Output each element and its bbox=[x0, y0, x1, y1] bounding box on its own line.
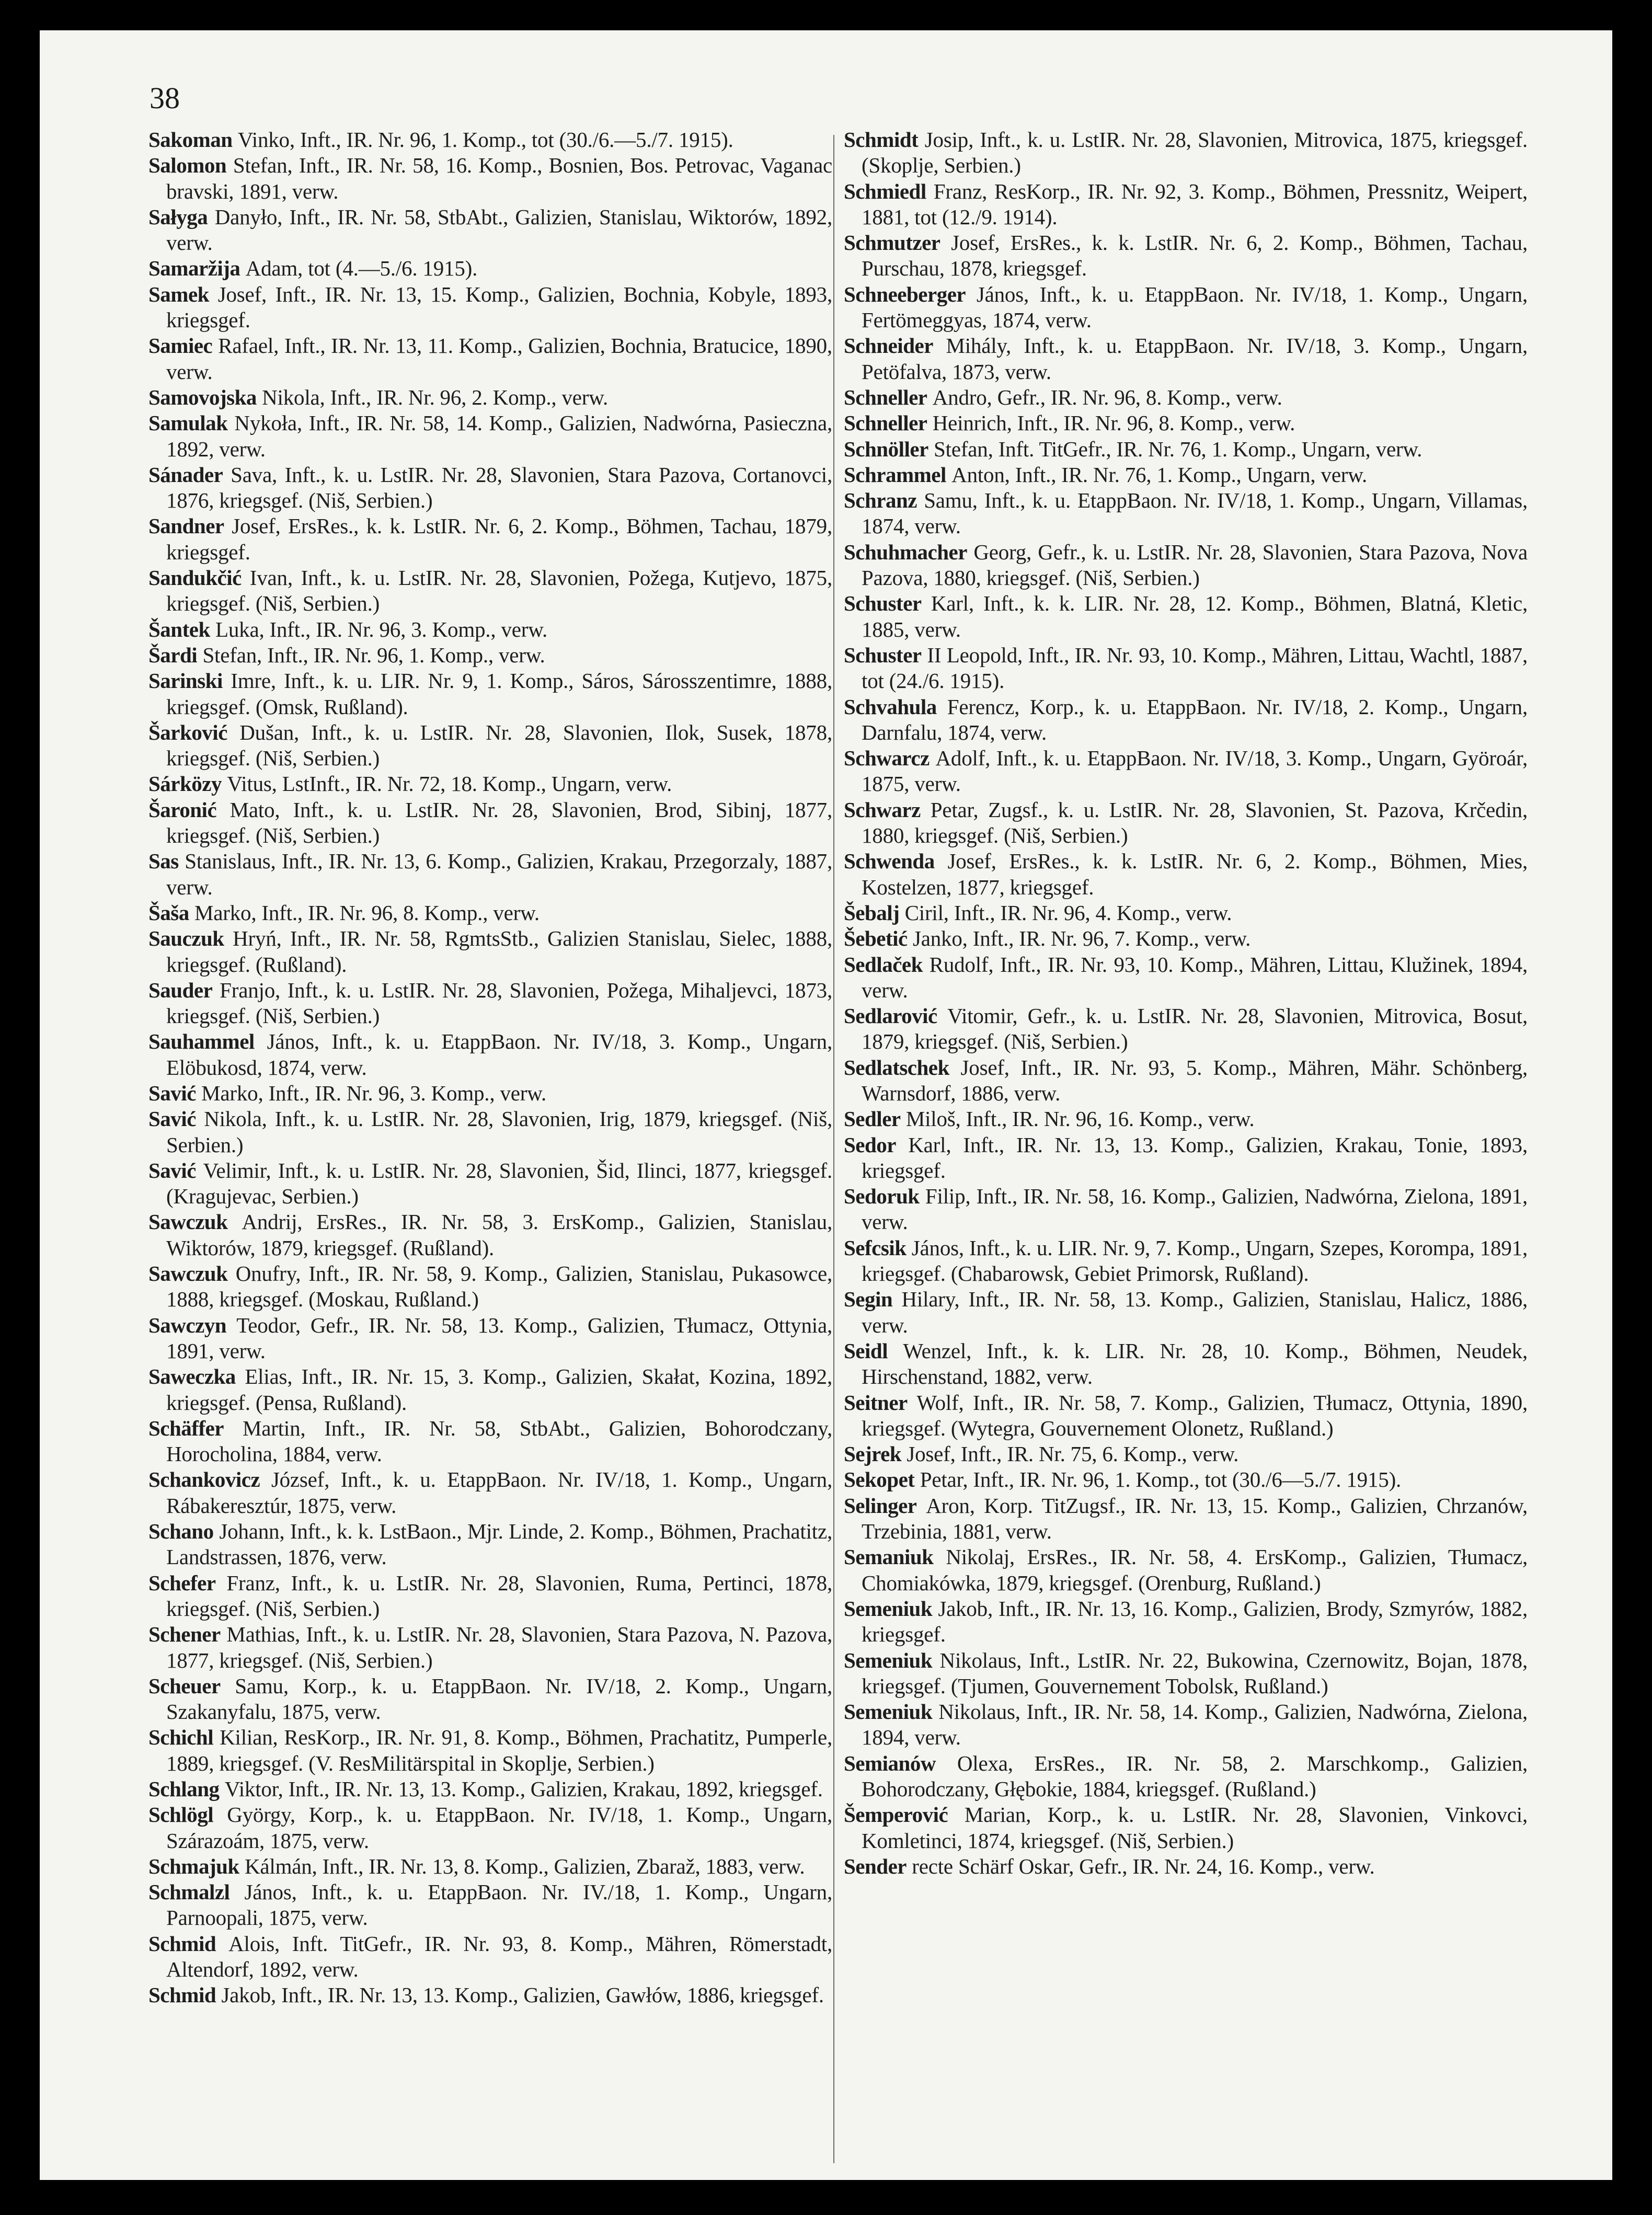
entry-details: Teodor, Gefr., IR. Nr. 58, 13. Komp., Galizien, Tłumacz, Ottynia, 1891, verw. bbox=[166, 1313, 833, 1363]
entry-surname: Schnöller bbox=[844, 437, 928, 461]
entry-surname: Sauhammel bbox=[148, 1029, 255, 1054]
entry-details: Rudolf, Inft., IR. Nr. 93, 10. Komp., Mähren, Littau, Klužinek, 1894, verw. bbox=[862, 952, 1528, 1002]
entry-surname: Semeniuk bbox=[844, 1700, 933, 1724]
entry-surname: Samek bbox=[148, 282, 209, 306]
entry-details: Samu, Inft., k. u. EtappBaon. Nr. IV/18, 1. Komp., Ungarn, Villamas, 1874, verw. bbox=[862, 488, 1528, 538]
entry-details: Jakob, Inft., IR. Nr. 13, 16. Komp., Galizien, Brody, Szmyrów, 1882, kriegsgef. bbox=[862, 1596, 1528, 1647]
list-item bbox=[148, 668, 832, 720]
entry-surname: Schuhmacher bbox=[844, 540, 967, 564]
list-item bbox=[148, 1158, 832, 1210]
entry-details: Imre, Inft., k. u. LIR. Nr. 9, 1. Komp., Sáros, Sárosszentimre, 1888, kriegsgef. (Omsk, Rußland). bbox=[166, 669, 833, 719]
entry-details: Heinrich, Inft., IR. Nr. 96, 8. Komp., verw. bbox=[932, 411, 1295, 435]
list-item bbox=[844, 1493, 1528, 1545]
list-item bbox=[844, 1596, 1528, 1648]
entry-surname: Savić bbox=[148, 1081, 196, 1105]
entry-surname: Sałyga bbox=[148, 204, 208, 229]
entry-details: Andro, Gefr., IR. Nr. 96, 8. Komp., verw. bbox=[932, 385, 1282, 409]
entry-details: recte Schärf Oskar, Gefr., IR. Nr. 24, 16. Komp., verw. bbox=[912, 1854, 1375, 1878]
entry-surname: Šebalj bbox=[844, 900, 900, 925]
list-item bbox=[148, 1854, 832, 1879]
list-item bbox=[148, 900, 832, 926]
list-item bbox=[148, 1570, 832, 1622]
entry-details: Olexa, ErsRes., IR. Nr. 58, 2. Marschkomp., Galizien, Bohorodczany, Głębokie, 1884, kriegsgef. (Rußland.) bbox=[862, 1751, 1528, 1801]
entry-surname: Selinger bbox=[844, 1493, 917, 1518]
entry-surname: Samiec bbox=[148, 334, 213, 358]
entry-surname: Sánader bbox=[148, 462, 223, 487]
entry-details: Sava, Inft., k. u. LstIR. Nr. 28, Slavonien, Stara Pazova, Cortanovci, 1876, kriegsgef. (Niš, Serbien.) bbox=[166, 462, 832, 513]
entry-surname: Schwarcz bbox=[844, 746, 930, 771]
list-item bbox=[844, 1802, 1528, 1854]
entry-details: Josef, Inft., IR. Nr. 75, 6. Komp., verw. bbox=[907, 1442, 1239, 1466]
entry-surname: Sedoruk bbox=[844, 1184, 920, 1209]
entry-details: Petar, Inft., IR. Nr. 96, 1. Komp., tot (30./6—5./7. 1915). bbox=[920, 1467, 1402, 1492]
entry-surname: Šemperović bbox=[844, 1803, 948, 1827]
entry-details: Onufry, Inft., IR. Nr. 58, 9. Komp., Galizien, Stanislau, Pukasowce, 1888, kriegsgef. (Moskau, Rußland.) bbox=[166, 1261, 833, 1312]
entry-surname: Salomon bbox=[148, 153, 227, 178]
entry-surname: Šarković bbox=[148, 720, 227, 744]
entry-details: Nikola, Inft., IR. Nr. 96, 2. Komp., verw. bbox=[262, 385, 609, 409]
entry-surname: Sauczuk bbox=[148, 926, 224, 951]
entry-details: Hilary, Inft., IR. Nr. 58, 13. Komp., Galizien, Stanislau, Halicz, 1886, verw. bbox=[862, 1287, 1528, 1337]
entry-details: Franjo, Inft., k. u. LstIR. Nr. 28, Slavonien, Požega, Mihaljevci, 1873, kriegsgef. (Niš, Serbien.) bbox=[166, 978, 832, 1028]
entry-surname: Saweczka bbox=[148, 1364, 236, 1389]
entry-surname: Šardi bbox=[148, 642, 198, 667]
entry-surname: Sandukčić bbox=[148, 566, 242, 590]
list-item bbox=[844, 1106, 1528, 1132]
entry-details: Elias, Inft., IR. Nr. 15, 3. Komp., Galizien, Skałat, Kozina, 1892, kriegsgef. (Pensa, Rußland). bbox=[166, 1364, 833, 1415]
entry-surname: Seidl bbox=[844, 1338, 888, 1363]
entry-details: Josef, Inft., IR. Nr. 93, 5. Komp., Mähren, Mähr. Schönberg, Warnsdorf, 1886, verw. bbox=[862, 1055, 1528, 1105]
list-item bbox=[148, 1725, 832, 1776]
list-item bbox=[844, 591, 1528, 642]
list-item bbox=[148, 1673, 832, 1725]
list-item bbox=[148, 1313, 832, 1364]
list-item bbox=[148, 1622, 832, 1673]
list-item bbox=[148, 1029, 832, 1081]
entry-surname: Savić bbox=[148, 1158, 196, 1183]
list-item bbox=[148, 153, 832, 204]
left-column bbox=[148, 127, 832, 2009]
entry-details: Franz, Inft., k. u. LstIR. Nr. 28, Slavonien, Ruma, Pertinci, 1878, kriegsgef. (Niš, Serbien.) bbox=[166, 1570, 832, 1621]
list-item bbox=[148, 1467, 832, 1519]
entry-details: Aron, Korp. TitZugsf., IR. Nr. 13, 15. Komp., Galizien, Chrzanów, Trzebinia, 1881, verw. bbox=[862, 1493, 1528, 1544]
list-item bbox=[148, 1982, 832, 2008]
entry-details: Franz, ResKorp., IR. Nr. 92, 3. Komp., Böhmen, Pressnitz, Weipert, 1881, tot (12./9. 1914). bbox=[862, 179, 1528, 229]
entry-surname: Schneller bbox=[844, 385, 927, 409]
entry-details: Vitus, LstInft., IR. Nr. 72, 18. Komp., Ungarn, verw. bbox=[227, 772, 672, 796]
entry-details: Josef, ErsRes., k. k. LstIR. Nr. 6, 2. Komp., Böhmen, Tachau, 1879, kriegsgef. bbox=[166, 514, 832, 564]
entry-details: Dušan, Inft., k. u. LstIR. Nr. 28, Slavonien, Ilok, Susek, 1878, kriegsgef. (Niš, Serbien.) bbox=[166, 720, 833, 771]
list-item bbox=[844, 410, 1528, 436]
entry-details: Vinko, Inft., IR. Nr. 96, 1. Komp., tot (30./6.—5./7. 1915). bbox=[237, 128, 733, 152]
entry-details: Danyło, Inft., IR. Nr. 58, StbAbt., Galizien, Stanislau, Wiktorów, 1892, verw. bbox=[166, 204, 833, 255]
list-item bbox=[148, 1776, 832, 1802]
entry-surname: Schneider bbox=[844, 334, 933, 358]
entry-surname: Sárközy bbox=[148, 772, 222, 796]
entry-details: János, Inft., k. u. EtappBaon. Nr. IV/18, 3. Komp., Ungarn, Elöbukosd, 1874, verw. bbox=[166, 1029, 832, 1080]
entry-details: Ciril, Inft., IR. Nr. 96, 4. Komp., verw. bbox=[904, 900, 1232, 925]
entry-details: János, Inft., k. u. EtappBaon. Nr. IV./18, 1. Komp., Ungarn, Parnoopali, 1875, verw. bbox=[166, 1880, 832, 1930]
list-item bbox=[148, 462, 832, 514]
entry-surname: Sawczyn bbox=[148, 1313, 227, 1337]
entry-details: Kilian, ResKorp., IR. Nr. 91, 8. Komp., Böhmen, Prachatitz, Pumperle, 1889, kriegsgef. (V. ResMilitärspital in Skoplje, Serbien.) bbox=[166, 1725, 832, 1775]
entry-surname: Schneller bbox=[844, 411, 927, 435]
list-item bbox=[148, 127, 832, 153]
list-item bbox=[148, 1209, 832, 1261]
list-item bbox=[148, 1519, 832, 1570]
entry-surname: Schlang bbox=[148, 1777, 220, 1801]
entry-details: Nikola, Inft., k. u. LstIR. Nr. 28, Slavonien, Irig, 1879, kriegsgef. (Niš, Serbien.) bbox=[166, 1107, 833, 1157]
list-item bbox=[148, 926, 832, 978]
list-item bbox=[148, 333, 832, 385]
entry-details: Josef, Inft., IR. Nr. 13, 15. Komp., Galizien, Bochnia, Kobyle, 1893, kriegsgef. bbox=[166, 282, 832, 332]
list-item bbox=[844, 1544, 1528, 1596]
entry-surname: Schichl bbox=[148, 1725, 214, 1750]
list-item bbox=[148, 978, 832, 1029]
entry-surname: Šaronić bbox=[148, 797, 217, 822]
list-item bbox=[148, 720, 832, 772]
entry-details: Filip, Inft., IR. Nr. 58, 16. Komp., Galizien, Nadwórna, Zielona, 1891, verw. bbox=[862, 1184, 1528, 1234]
entry-details: Nikolaus, Inft., LstIR. Nr. 22, Bukowina, Czernowitz, Bojan, 1878, kriegsgef. (Tjumen, Gouvernement Tobolsk, Rußland.) bbox=[862, 1648, 1528, 1698]
list-item bbox=[844, 127, 1528, 179]
entry-details: Wenzel, Inft., k. k. LIR. Nr. 28, 10. Komp., Böhmen, Neudek, Hirschenstand, 1882, verw. bbox=[862, 1338, 1528, 1389]
list-item bbox=[844, 1235, 1528, 1287]
list-item bbox=[844, 1467, 1528, 1493]
entry-surname: Šaša bbox=[148, 900, 189, 925]
entry-details: Ferencz, Korp., k. u. EtappBaon. Nr. IV/18, 2. Komp., Ungarn, Darnfalu, 1874, verw. bbox=[862, 694, 1528, 744]
entry-surname: Schmajuk bbox=[148, 1854, 239, 1878]
entry-surname: Sekopet bbox=[844, 1467, 915, 1492]
entry-surname: Samaržija bbox=[148, 256, 240, 281]
list-item bbox=[148, 1106, 832, 1158]
list-item bbox=[844, 1751, 1528, 1803]
list-item bbox=[148, 771, 832, 797]
list-item bbox=[844, 642, 1528, 694]
list-item bbox=[148, 797, 832, 849]
entry-details: Nikolaus, Inft., IR. Nr. 58, 14. Komp., Galizien, Nadwórna, Zielona, 1894, verw. bbox=[862, 1700, 1528, 1750]
entry-details: Rafael, Inft., IR. Nr. 13, 11. Komp., Galizien, Bochnia, Bratucice, 1890, verw. bbox=[166, 334, 832, 384]
entry-details: Jakob, Inft., IR. Nr. 13, 13. Komp., Galizien, Gawłów, 1886, kriegsgef. bbox=[221, 1983, 824, 2007]
entry-details: Josef, ErsRes., k. k. LstIR. Nr. 6, 2. Komp., Böhmen, Tachau, Purschau, 1878, kriegsgef. bbox=[862, 231, 1528, 281]
entry-details: Georg, Gefr., k. u. LstIR. Nr. 28, Slavonien, Stara Pazova, Nova Pazova, 1880, kriegsgef. (Niš, Serbien.) bbox=[862, 540, 1528, 590]
list-item bbox=[148, 385, 832, 410]
entry-details: György, Korp., k. u. EtappBaon. Nr. IV/18, 1. Komp., Ungarn, Szárazoám, 1875, verw. bbox=[166, 1803, 833, 1853]
entry-surname: Šantek bbox=[148, 617, 210, 641]
entry-surname: Samulak bbox=[148, 411, 228, 435]
list-item bbox=[844, 437, 1528, 462]
list-item bbox=[148, 1081, 832, 1106]
entry-surname: Sawczuk bbox=[148, 1261, 228, 1286]
list-item bbox=[844, 1390, 1528, 1442]
list-item bbox=[148, 410, 832, 462]
entry-details: Velimir, Inft., k. u. LstIR. Nr. 28, Slavonien, Šid, Ilinci, 1877, kriegsgef. (Kragujevac, Serbien.) bbox=[166, 1158, 832, 1209]
list-item bbox=[844, 230, 1528, 282]
list-item bbox=[844, 952, 1528, 1004]
entry-surname: Seitner bbox=[844, 1390, 908, 1415]
entry-details: Stefan, Inft. TitGefr., IR. Nr. 76, 1. Komp., Ungarn, verw. bbox=[934, 437, 1422, 461]
list-item bbox=[148, 204, 832, 256]
entry-surname: Schener bbox=[148, 1622, 221, 1647]
entry-surname: Schmutzer bbox=[844, 231, 940, 255]
entry-surname: Schuster bbox=[844, 591, 922, 616]
entry-details: Josip, Inft., k. u. LstIR. Nr. 28, Slavonien, Mitrovica, 1875, kriegsgef. (Skoplje, Serbien.) bbox=[862, 128, 1528, 178]
entry-details: Adolf, Inft., k. u. EtappBaon. Nr. IV/18, 3. Komp., Ungarn, Györoár, 1875, verw. bbox=[862, 746, 1528, 796]
list-item bbox=[148, 848, 832, 900]
list-item bbox=[844, 1184, 1528, 1235]
list-item bbox=[148, 642, 832, 668]
entry-details: Josef, ErsRes., k. k. LstIR. Nr. 6, 2. Komp., Böhmen, Mies, Kostelzen, 1877, kriegsgef. bbox=[862, 849, 1528, 899]
entry-surname: Semeniuk bbox=[844, 1648, 933, 1672]
entry-details: János, Inft., k. u. EtappBaon. Nr. IV/18, 1. Komp., Ungarn, Fertömeggyas, 1874, verw. bbox=[862, 282, 1528, 332]
entry-details: Marko, Inft., IR. Nr. 96, 8. Komp., verw. bbox=[194, 900, 540, 925]
entry-surname: Schefer bbox=[148, 1570, 216, 1595]
list-item bbox=[148, 1261, 832, 1313]
list-item bbox=[148, 1416, 832, 1467]
list-item bbox=[844, 540, 1528, 591]
entry-surname: Schäffer bbox=[148, 1416, 224, 1440]
list-item bbox=[148, 256, 832, 281]
entry-details: Luka, Inft., IR. Nr. 96, 3. Komp., verw. bbox=[215, 617, 548, 641]
entry-surname: Schwenda bbox=[844, 849, 935, 874]
entry-details: Karl, Inft., IR. Nr. 13, 13. Komp., Galizien, Krakau, Tonie, 1893, kriegsgef. bbox=[862, 1132, 1528, 1183]
entry-details: Miloš, Inft., IR. Nr. 96, 16. Komp., verw. bbox=[905, 1107, 1255, 1131]
entry-surname: Sedlarović bbox=[844, 1004, 937, 1028]
right-column bbox=[844, 127, 1528, 1879]
list-item bbox=[844, 797, 1528, 849]
entry-surname: Savić bbox=[148, 1107, 196, 1131]
list-item bbox=[844, 1648, 1528, 1700]
list-item bbox=[844, 694, 1528, 746]
entry-details: Ivan, Inft., k. u. LstIR. Nr. 28, Slavonien, Požega, Kutjevo, 1875, kriegsgef. (Niš, Serbien.) bbox=[166, 566, 833, 616]
entry-details: Mato, Inft., k. u. LstIR. Nr. 28, Slavonien, Brod, Sibinj, 1877, kriegsgef. (Niš, Serbien.) bbox=[166, 797, 833, 848]
entry-surname: Schmid bbox=[148, 1931, 216, 1956]
entry-details: Johann, Inft., k. k. LstBaon., Mjr. Linde, 2. Komp., Böhmen, Prachatitz, Landstrassen, 1876, verw. bbox=[166, 1519, 833, 1569]
list-item bbox=[844, 926, 1528, 951]
list-item bbox=[844, 1287, 1528, 1338]
entry-surname: Schvahula bbox=[844, 694, 937, 719]
list-item bbox=[844, 900, 1528, 926]
list-item bbox=[844, 1132, 1528, 1184]
list-item bbox=[844, 333, 1528, 385]
entry-details: Mathias, Inft., k. u. LstIR. Nr. 28, Slavonien, Stara Pazova, N. Pazova, 1877, kriegsgef. (Niš, Serbien.) bbox=[166, 1622, 833, 1672]
entry-surname: Sejrek bbox=[844, 1442, 902, 1466]
entry-details: II Leopold, Inft., IR. Nr. 93, 10. Komp., Mähren, Littau, Wachtl, 1887, tot (24./6. 1915). bbox=[862, 642, 1528, 693]
column-divider bbox=[833, 135, 834, 2163]
entry-details: Stanislaus, Inft., IR. Nr. 13, 6. Komp., Galizien, Krakau, Przegorzaly, 1887, verw. bbox=[166, 849, 833, 899]
entry-surname: Sedlatschek bbox=[844, 1055, 949, 1080]
entry-surname: Schneeberger bbox=[844, 282, 966, 306]
entry-surname: Samovojska bbox=[148, 385, 257, 409]
entry-surname: Sedler bbox=[844, 1107, 901, 1131]
entry-surname: Segin bbox=[844, 1287, 893, 1312]
list-item bbox=[148, 282, 832, 334]
entry-details: Nikolaj, ErsRes., IR. Nr. 58, 4. ErsKomp., Galizien, Tłumacz, Chomiakówka, 1879, kriegsgef. (Orenburg, Rußland.) bbox=[862, 1545, 1528, 1595]
entry-details: Nykoła, Inft., IR. Nr. 58, 14. Komp., Galizien, Nadwórna, Pasieczna, 1892, verw. bbox=[166, 411, 833, 461]
entry-surname: Schlögl bbox=[148, 1803, 214, 1827]
entry-surname: Sauder bbox=[148, 978, 213, 1002]
entry-details: Stefan, Inft., IR. Nr. 96, 1. Komp., verw. bbox=[202, 642, 545, 667]
entry-surname: Schrammel bbox=[844, 462, 946, 487]
entry-details: Hryń, Inft., IR. Nr. 58, RgmtsStb., Galizien Stanislau, Sielec, 1888, kriegsgef. (Rußland). bbox=[166, 926, 832, 977]
list-item bbox=[148, 1802, 832, 1854]
entry-details: Viktor, Inft., IR. Nr. 13, 13. Komp., Galizien, Krakau, 1892, kriegsgef. bbox=[224, 1777, 823, 1801]
list-item bbox=[844, 179, 1528, 231]
entry-surname: Sedor bbox=[844, 1132, 896, 1157]
entry-surname: Schano bbox=[148, 1519, 214, 1544]
list-item bbox=[844, 282, 1528, 334]
document-page bbox=[40, 30, 1612, 2180]
entry-surname: Semianów bbox=[844, 1751, 936, 1775]
entry-details: Samu, Korp., k. u. EtappBaon. Nr. IV/18, 2. Komp., Ungarn, Szakanyfalu, 1875, verw. bbox=[166, 1673, 832, 1724]
entry-details: Martin, Inft., IR. Nr. 58, StbAbt., Galizien, Bohorodczany, Horocholina, 1884, verw. bbox=[166, 1416, 832, 1466]
entry-details: Adam, tot (4.—5./6. 1915). bbox=[245, 256, 478, 281]
entry-surname: Schuster bbox=[844, 642, 922, 667]
entry-details: Andrij, ErsRes., IR. Nr. 58, 3. ErsKomp., Galizien, Stanislau, Wiktorów, 1879, kriegsgef. (Rußland). bbox=[166, 1210, 833, 1260]
entry-surname: Schranz bbox=[844, 488, 917, 513]
entry-surname: Schmidt bbox=[844, 128, 919, 152]
entry-details: Vitomir, Gefr., k. u. LstIR. Nr. 28, Slavonien, Mitrovica, Bosut, 1879, kriegsgef. (Niš, Serbien.) bbox=[862, 1004, 1528, 1054]
list-item bbox=[148, 617, 832, 642]
entry-details: Janko, Inft., IR. Nr. 96, 7. Komp., verw. bbox=[913, 926, 1251, 951]
list-item bbox=[844, 1699, 1528, 1751]
entry-details: József, Inft., k. u. EtappBaon. Nr. IV/18, 1. Komp., Ungarn, Rábakeresztúr, 1875, verw. bbox=[166, 1467, 833, 1518]
list-item bbox=[844, 385, 1528, 410]
page-number: 38 bbox=[150, 81, 180, 115]
entry-details: Marian, Korp., k. u. LstIR. Nr. 28, Slavonien, Vinkovci, Komletinci, 1874, kriegsgef. (Niš, Serbien.) bbox=[862, 1803, 1528, 1853]
list-item bbox=[844, 1055, 1528, 1107]
entry-surname: Sas bbox=[148, 849, 179, 874]
list-item bbox=[148, 565, 832, 617]
entry-surname: Semeniuk bbox=[844, 1596, 933, 1621]
entry-details: János, Inft., k. u. LIR. Nr. 9, 7. Komp., Ungarn, Szepes, Korompa, 1891, kriegsgef. (Chabarowsk, Gebiet Primorsk, Rußland). bbox=[862, 1235, 1528, 1286]
entry-surname: Sawczuk bbox=[148, 1210, 228, 1234]
entry-details: Wolf, Inft., IR. Nr. 58, 7. Komp., Galizien, Tłumacz, Ottynia, 1890, kriegsgef. (Wytegra, Gouvernement Olonetz, Rußland.) bbox=[862, 1390, 1528, 1440]
entry-details: Karl, Inft., k. k. LIR. Nr. 28, 12. Komp., Böhmen, Blatná, Kletic, 1885, verw. bbox=[862, 591, 1528, 641]
entry-details: Mihály, Inft., k. u. EtappBaon. Nr. IV/18, 3. Komp., Ungarn, Petöfalva, 1873, verw. bbox=[862, 334, 1528, 384]
list-item bbox=[844, 1003, 1528, 1055]
list-item bbox=[844, 488, 1528, 540]
entry-details: Marko, Inft., IR. Nr. 96, 3. Komp., verw. bbox=[201, 1081, 547, 1105]
entry-surname: Scheuer bbox=[148, 1673, 221, 1698]
entry-surname: Sakoman bbox=[148, 128, 233, 152]
entry-surname: Schmid bbox=[148, 1983, 216, 2007]
list-item bbox=[844, 848, 1528, 900]
list-item bbox=[148, 1879, 832, 1931]
entry-surname: Sefcsik bbox=[844, 1235, 907, 1260]
entry-surname: Sedlaček bbox=[844, 952, 923, 977]
entry-surname: Schmiedl bbox=[844, 179, 926, 203]
entry-details: Anton, Inft., IR. Nr. 76, 1. Komp., Ungarn, verw. bbox=[951, 462, 1368, 487]
entry-surname: Sender bbox=[844, 1854, 907, 1878]
entry-details: Alois, Inft. TitGefr., IR. Nr. 93, 8. Komp., Mähren, Römerstadt, Altendorf, 1892, verw. bbox=[166, 1931, 833, 1982]
entry-surname: Sandner bbox=[148, 514, 224, 538]
list-item bbox=[844, 745, 1528, 797]
entry-surname: Semaniuk bbox=[844, 1545, 934, 1569]
entry-details: Kálmán, Inft., IR. Nr. 13, 8. Komp., Galizien, Zbaraž, 1883, verw. bbox=[244, 1854, 805, 1878]
list-item bbox=[844, 462, 1528, 488]
entry-details: Stefan, Inft., IR. Nr. 58, 16. Komp., Bosnien, Bos. Petrovac, Vaganac bravski, 1891, verw. bbox=[166, 153, 833, 203]
list-item bbox=[844, 1338, 1528, 1390]
entry-details: Petar, Zugsf., k. u. LstIR. Nr. 28, Slavonien, St. Pazova, Krčedin, 1880, kriegsgef. (Niš, Serbien.) bbox=[862, 797, 1528, 848]
entry-surname: Sarinski bbox=[148, 669, 223, 693]
list-item bbox=[148, 1364, 832, 1416]
list-item bbox=[148, 513, 832, 565]
entry-surname: Šebetić bbox=[844, 926, 908, 951]
list-item bbox=[148, 1931, 832, 1983]
entry-surname: Schmalzl bbox=[148, 1880, 230, 1904]
entry-surname: Schwarz bbox=[844, 797, 921, 822]
entry-surname: Schankovicz bbox=[148, 1467, 260, 1492]
list-item bbox=[844, 1441, 1528, 1467]
list-item bbox=[844, 1854, 1528, 1879]
